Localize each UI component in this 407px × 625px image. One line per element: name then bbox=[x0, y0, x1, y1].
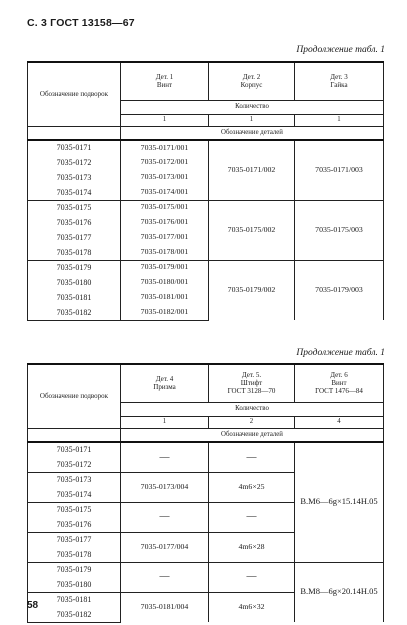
table2-part-6-header: Дет. 6 Винт ГОСТ 1476—84 bbox=[295, 364, 384, 402]
table1-det3-value: 7035-0175/003 bbox=[295, 200, 384, 260]
table2-det5-value: — bbox=[209, 562, 295, 592]
table1-row-code: 7035-0179 bbox=[28, 260, 121, 275]
table1-det1-value: 7035-0173/001 bbox=[121, 170, 209, 185]
table1-det1-value: 7035-0175/001 bbox=[121, 200, 209, 215]
table2-det4-value: 7035-0177/004 bbox=[121, 532, 209, 562]
table1-row-code: 7035-0181 bbox=[28, 290, 121, 305]
table1-row-code: 7035-0182 bbox=[28, 305, 121, 320]
table1-row-header: Обозначение подворок bbox=[28, 62, 121, 126]
table1-row-code: 7035-0176 bbox=[28, 215, 121, 230]
table1-part-1-header: Дет. 1 Винт bbox=[121, 62, 209, 100]
table2-det6-value: В.М8—6g×20.14Н.05 bbox=[295, 562, 384, 622]
table2-qty-3: 4 bbox=[295, 416, 384, 428]
table1-det1-value: 7035-0177/001 bbox=[121, 230, 209, 245]
table2-row-code: 7035-0179 bbox=[28, 562, 121, 577]
table1-det2-value: 7035-0175/002 bbox=[209, 200, 295, 260]
table2-qty-2: 2 bbox=[209, 416, 295, 428]
table1-quantity-label: Количество bbox=[121, 100, 384, 114]
table2-row-code: 7035-0173 bbox=[28, 472, 121, 487]
table1-det1-value: 7035-0171/001 bbox=[121, 140, 209, 155]
table1-det1-value: 7035-0182/001 bbox=[121, 305, 209, 320]
table1-row-code: 7035-0171 bbox=[28, 140, 121, 155]
table2-row-header: Обозначение подворок bbox=[28, 364, 121, 428]
table2-quantity-label: Количество bbox=[121, 402, 384, 416]
table2-part-4-header: Дет. 4 Призма bbox=[121, 364, 209, 402]
table1 bbox=[27, 61, 384, 321]
table2-row-code: 7035-0176 bbox=[28, 517, 121, 532]
table1-det2-value: 7035-0171/002 bbox=[209, 140, 295, 200]
table1-row-code: 7035-0177 bbox=[28, 230, 121, 245]
table1-qty-1: 1 bbox=[121, 114, 209, 126]
table1-det3-value: 7035-0179/003 bbox=[295, 260, 384, 320]
table2-row-code: 7035-0172 bbox=[28, 457, 121, 472]
table1-row-code: 7035-0175 bbox=[28, 200, 121, 215]
table1-det1-value: 7035-0180/001 bbox=[121, 275, 209, 290]
table2-qty-1: 1 bbox=[121, 416, 209, 428]
table1-det1-value: 7035-0181/001 bbox=[121, 290, 209, 305]
table2-row-code: 7035-0171 bbox=[28, 442, 121, 457]
table2-det4-value: 7035-0181/004 bbox=[121, 592, 209, 622]
table1-det1-value: 7035-0172/001 bbox=[121, 155, 209, 170]
table1-det1-value: 7035-0174/001 bbox=[121, 185, 209, 200]
table1-row-code: 7035-0173 bbox=[28, 170, 121, 185]
table1-qty-2: 1 bbox=[209, 114, 295, 126]
table2-det4-value: 7035-0173/004 bbox=[121, 472, 209, 502]
table1-part-2-header: Дет. 2 Корпус bbox=[209, 62, 295, 100]
table2-continuation-label: Продолжение табл. 1 bbox=[296, 348, 385, 358]
table1-row-code: 7035-0180 bbox=[28, 275, 121, 290]
table1-row-code: 7035-0172 bbox=[28, 155, 121, 170]
table2-det6-value: В.М6—6g×15.14Н.05 bbox=[295, 442, 384, 562]
table2-det5-value: — bbox=[209, 502, 295, 532]
table1-row-code: 7035-0178 bbox=[28, 245, 121, 260]
table1-row-code: 7035-0174 bbox=[28, 185, 121, 200]
table2-det4-value: — bbox=[121, 442, 209, 472]
table1-det3-value: 7035-0171/003 bbox=[295, 140, 384, 200]
table1-qty-3: 1 bbox=[295, 114, 384, 126]
table1-det1-value: 7035-0179/001 bbox=[121, 260, 209, 275]
document-header: С. 3 ГОСТ 13158—67 bbox=[27, 17, 135, 29]
table2-det5-value: 4m6×25 bbox=[209, 472, 295, 502]
table2-row-code: 7035-0182 bbox=[28, 607, 121, 622]
table2-det5-value: 4m6×28 bbox=[209, 532, 295, 562]
table1-det1-value: 7035-0176/001 bbox=[121, 215, 209, 230]
table1-det2-value: 7035-0179/002 bbox=[209, 260, 295, 320]
table2-row-code: 7035-0178 bbox=[28, 547, 121, 562]
table2-det5-value: 4m6×32 bbox=[209, 592, 295, 622]
table2-row-code: 7035-0175 bbox=[28, 502, 121, 517]
table2-row-code: 7035-0180 bbox=[28, 577, 121, 592]
table2-part-5-header: Дет. 5. Штифт ГОСТ 3128—70 bbox=[209, 364, 295, 402]
page-number: 58 bbox=[27, 600, 39, 611]
table1-designation-label: Обозначение деталей bbox=[121, 126, 384, 140]
table2-designation-label: Обозначение деталей bbox=[121, 428, 384, 442]
table2-det4-value: — bbox=[121, 502, 209, 532]
table1-det1-value: 7035-0178/001 bbox=[121, 245, 209, 260]
table2-det5-value: — bbox=[209, 442, 295, 472]
table1-continuation-label: Продолжение табл. 1 bbox=[296, 45, 385, 55]
table2-det4-value: — bbox=[121, 562, 209, 592]
table2-row-code: 7035-0174 bbox=[28, 487, 121, 502]
table1-part-3-header: Дет. 3 Гайка bbox=[295, 62, 384, 100]
table2-row-code: 7035-0177 bbox=[28, 532, 121, 547]
table2 bbox=[27, 363, 384, 623]
table2-row-code: 7035-0181 bbox=[28, 592, 121, 607]
